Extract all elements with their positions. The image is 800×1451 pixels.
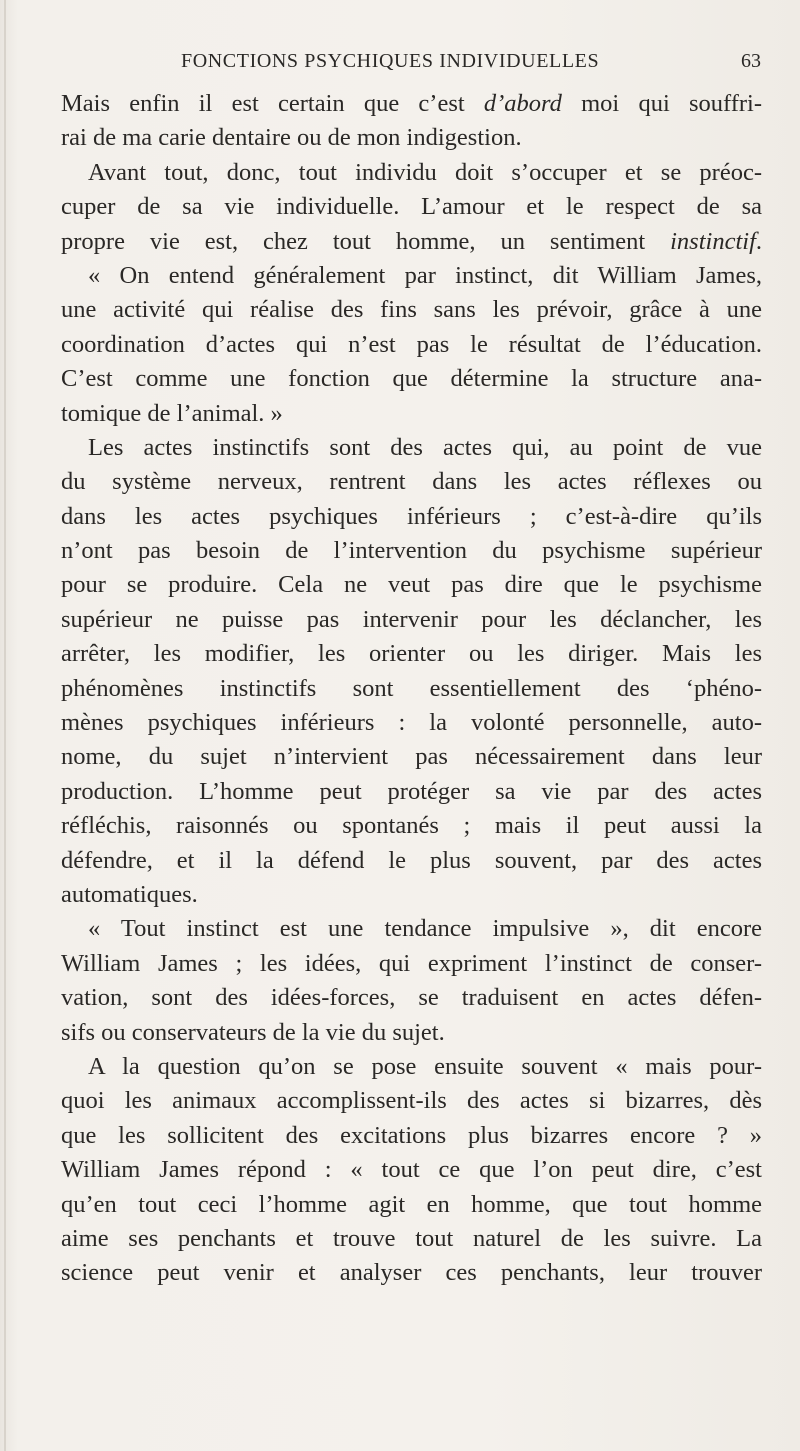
- text-line: pour se produire. Cela ne veut pas dire que le psychisme: [61, 571, 762, 599]
- text-line: C’est comme une fonction que détermine la structure ana-: [61, 365, 762, 393]
- body-text: [61, 87, 762, 1291]
- text-line: aime ses penchants et trouve tout naturel de les suivre. La: [61, 1224, 762, 1252]
- text-line: William James ; les idées, qui expriment l’instinct de conser-: [61, 949, 762, 977]
- text-line: science peut venir et analyser ces penchants, leur trouver: [61, 1259, 762, 1287]
- text-line: qu’en tout ceci l’homme agit en homme, que tout homme: [61, 1190, 762, 1218]
- text-line: production. L’homme peut protéger sa vie par des actes: [61, 777, 762, 805]
- emphasis-text: d’abord: [483, 90, 562, 117]
- text-line: que les sollicitent des excitations plus bizarres encore ? »: [61, 1121, 762, 1149]
- text-line: A la question qu’on se pose ensuite souvent « mais pour-: [88, 1052, 762, 1080]
- running-head-title: FONCTIONS PSYCHIQUES INDIVIDUELLES: [181, 50, 600, 72]
- text-line: phénomènes instinctifs sont essentiellement des ‘phéno-: [61, 674, 762, 702]
- text-line: dans les actes psychiques inférieurs ; c’est-à-dire qu’ils: [61, 502, 762, 530]
- text-line: vation, sont des idées-forces, se traduisent en actes défen-: [61, 984, 762, 1012]
- page-number: 63: [741, 50, 761, 72]
- text-line: « On entend généralement par instinct, dit William James,: [88, 261, 762, 289]
- text-line: réfléchis, raisonnés ou spontanés ; mais il peut aussi la: [61, 812, 762, 840]
- text-line: automatiques.: [61, 880, 198, 908]
- emphasis-text: instinctif: [670, 227, 756, 255]
- text-line: cuper de sa vie individuelle. L’amour et le respect de sa: [61, 193, 762, 221]
- text-line: mènes psychiques inférieurs : la volonté personnelle, auto-: [61, 709, 762, 737]
- text-line: nome, du sujet n’intervient pas nécessairement dans leur: [61, 743, 762, 771]
- text-line: tomique de l’animal. »: [61, 399, 283, 427]
- binding-edge: [4, 0, 6, 1451]
- text-line: rai de ma carie dentaire ou de mon indigestion.: [61, 124, 522, 152]
- text-line: Les actes instinctifs sont des actes qui, au point de vue: [88, 433, 762, 461]
- text-line: propre vie est, chez tout homme, un sentiment instinctif.: [61, 227, 762, 255]
- text-line: Mais enfin il est certain que c’est d’abord moi qui souffri-: [61, 90, 762, 117]
- text-line: une activité qui réalise des fins sans les prévoir, grâce à une: [61, 296, 762, 324]
- running-head: [61, 50, 761, 80]
- text-line: sifs ou conservateurs de la vie du sujet.: [61, 1018, 445, 1046]
- text-line: « Tout instinct est une tendance impulsive », dit encore: [88, 915, 762, 943]
- text-line: du système nerveux, rentrent dans les actes réflexes ou: [61, 468, 762, 496]
- text-line: William James répond : « tout ce que l’on peut dire, c’est: [61, 1156, 762, 1184]
- text-line: arrêter, les modifier, les orienter ou les diriger. Mais les: [61, 640, 762, 668]
- text-line: supérieur ne puisse pas intervenir pour les déclancher, les: [61, 605, 762, 633]
- text-line: Avant tout, donc, tout individu doit s’occuper et se préoc-: [88, 158, 762, 186]
- text-line: n’ont pas besoin de l’intervention du psychisme supérieur: [61, 537, 762, 565]
- text-line: coordination d’actes qui n’est pas le résultat de l’éducation.: [61, 330, 762, 358]
- text-line: défendre, et il la défend le plus souvent, par des actes: [61, 846, 762, 874]
- text-line: quoi les animaux accomplissent-ils des actes si bizarres, dès: [61, 1087, 762, 1115]
